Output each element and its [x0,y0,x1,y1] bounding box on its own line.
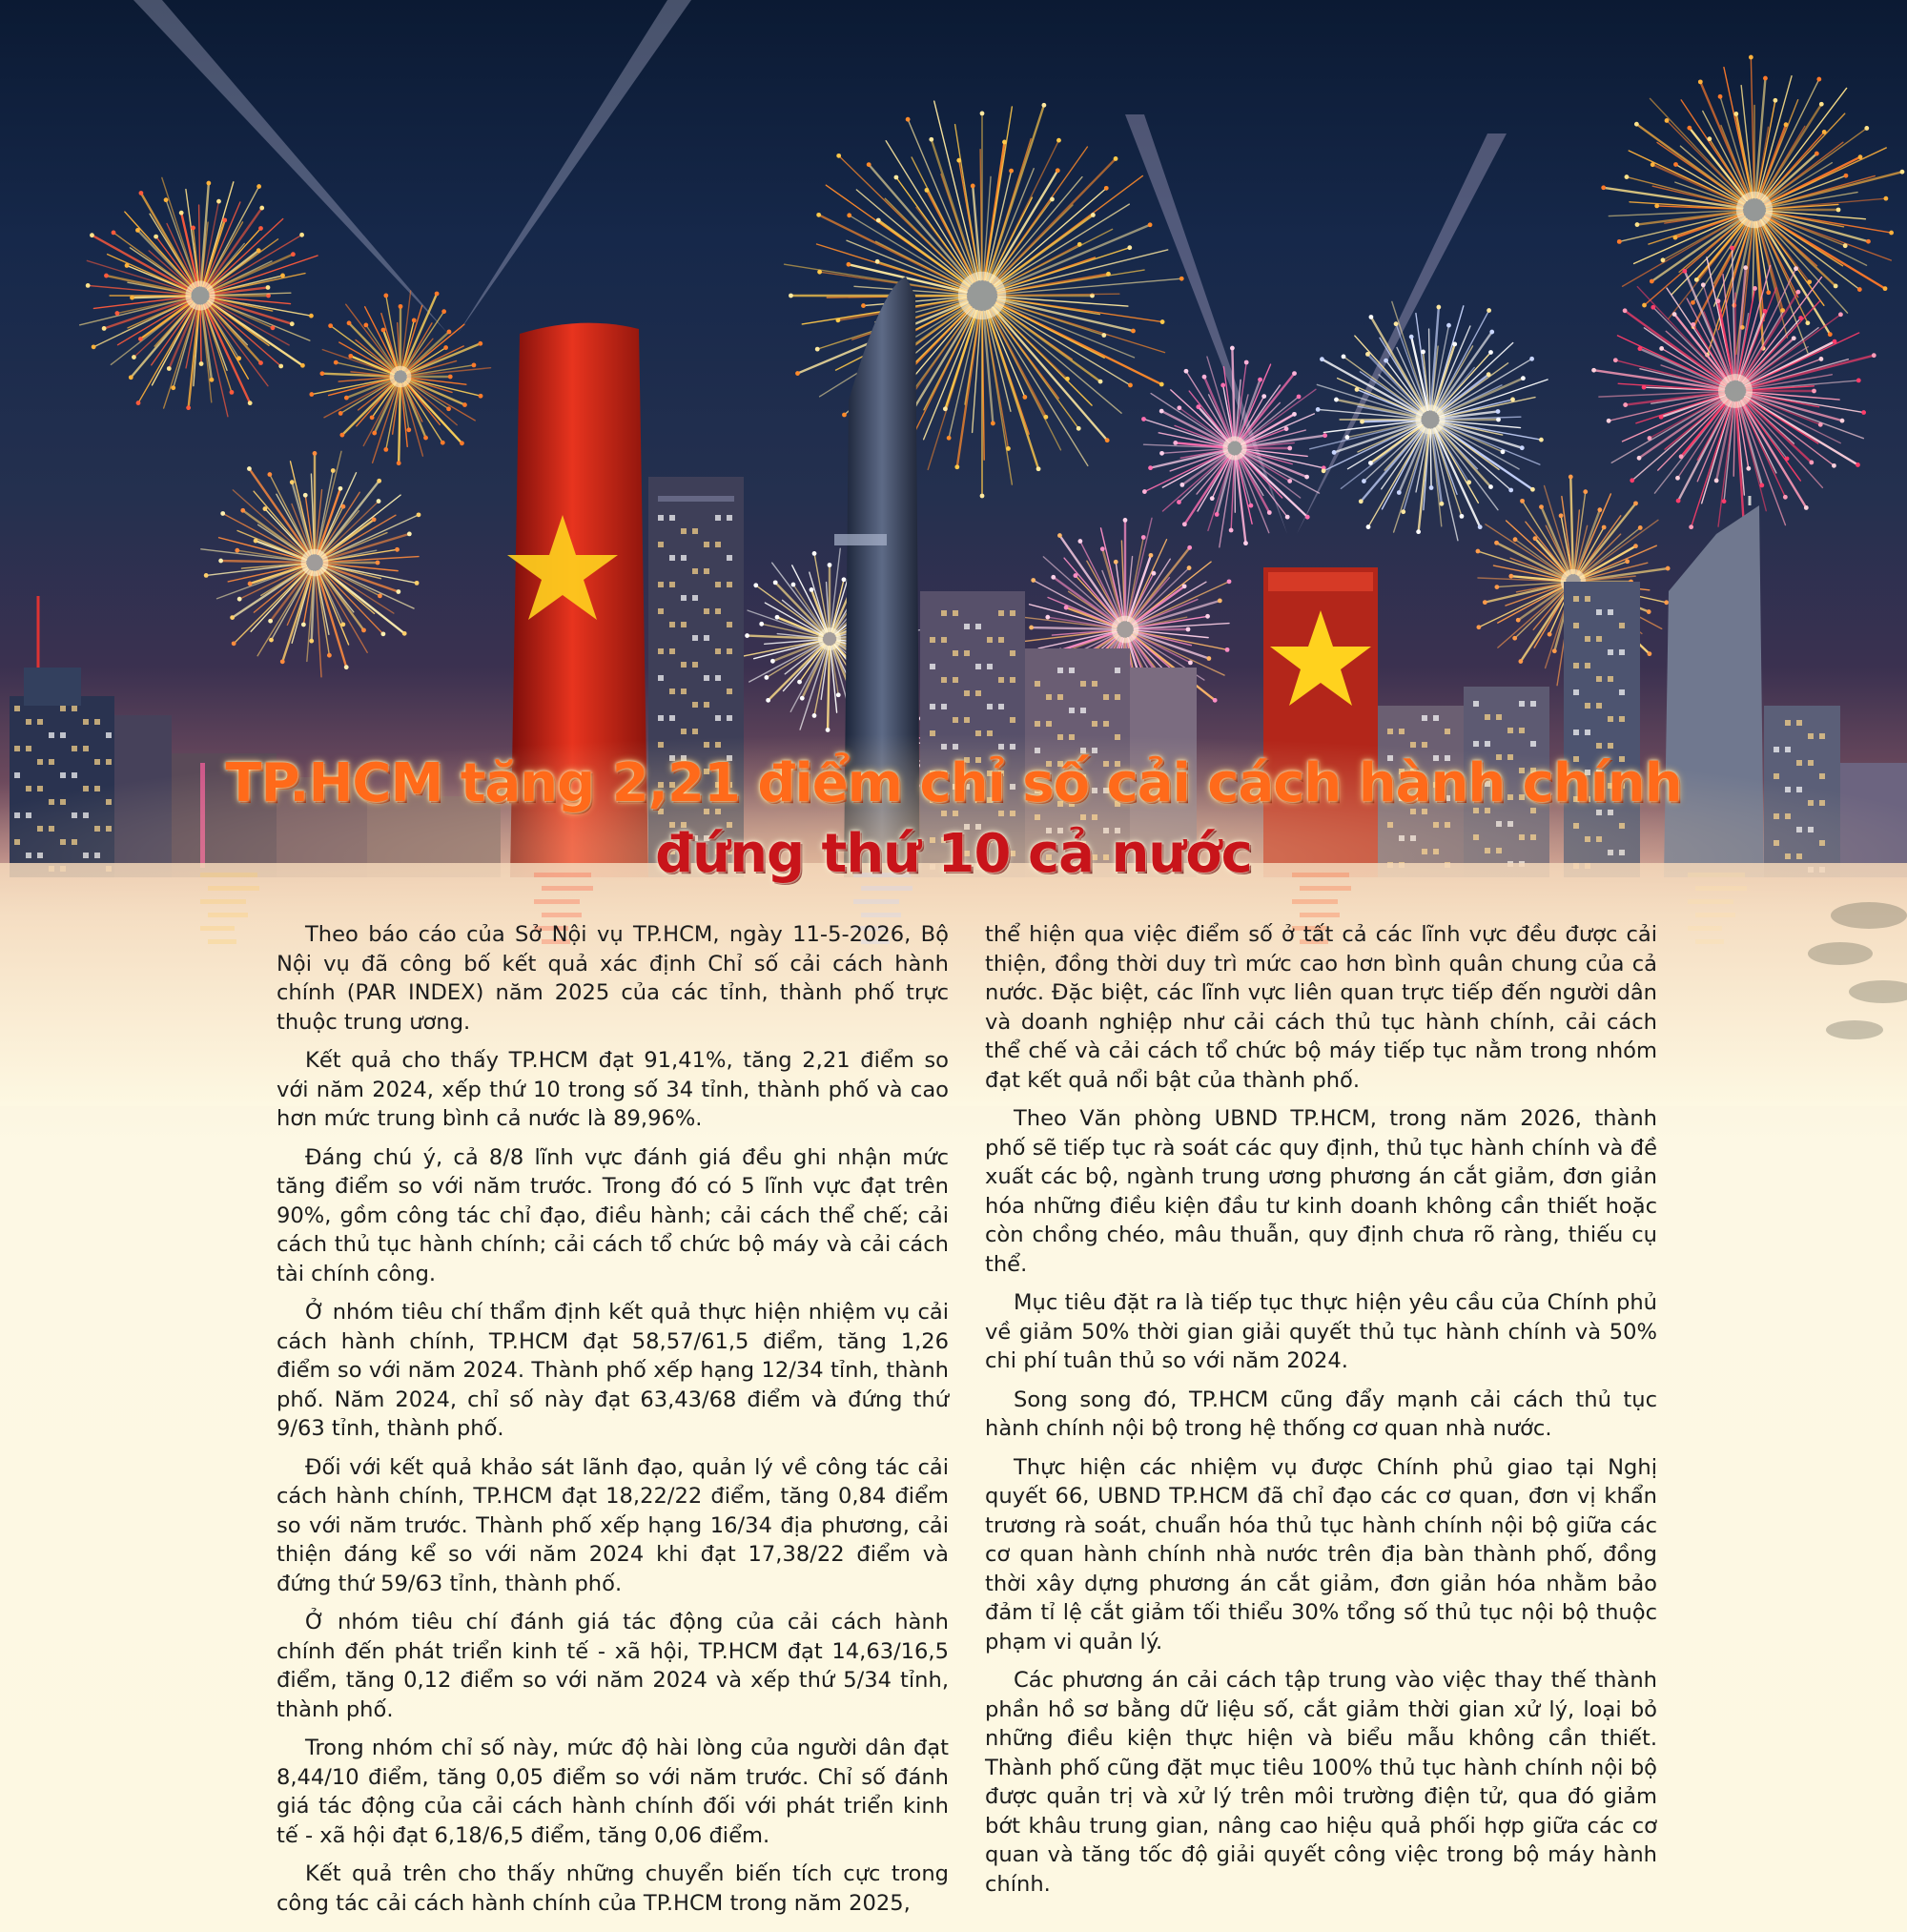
paragraph: Kết quả trên cho thấy những chuyển biến tích cực trong công tác cải cách hành chính của TP.HCM trong năm 2025, [277,1861,949,1916]
paragraph: Các phương án cải cách tập trung vào việc thay thế thành phần hồ sơ bằng dữ liệu số, cắt giảm thời gian xử lý, loại bỏ những điều kiện thực hiện và biểu mẫu không cần thiết. Thành phố cũng đặt mục tiêu 100% thủ tục hành chính nội bộ được quản trị và xử lý trên môi trường điện tử, qua đó giảm bớt khâu trung gian, nâng cao hiệu quả phối hợp giữa các cơ quan và tăng tốc độ giải quyết công việc trong bộ máy hành chính. [985,1668,1657,1897]
paragraph: Song song đó, TP.HCM cũng đẩy mạnh cải cách thủ tục hành chính nội bộ trong hệ thống cơ quan nhà nước. [985,1387,1657,1441]
paragraph: Đáng chú ý, cả 8/8 lĩnh vực đánh giá đều ghi nhận mức tăng điểm so với năm trước. Trong đó có 5 lĩnh vực đạt trên 90%, gồm công tác chỉ đạo, điều hành; cải cách thể chế; cải cách thủ tục hành chính; cải cách tổ chức bộ máy và cải cách tài chính công. [277,1144,949,1286]
paragraph: Trong nhóm chỉ số này, mức độ hài lòng của người dân đạt 8,44/10 điểm, tăng 0,05 điểm so với năm trước. Chỉ số đánh giá tác động của cải cách hành chính đối với phát triển kinh tế - xã hội đạt 6,18/6,5 điểm, tăng 0,06 điểm. [277,1736,949,1848]
paragraph: Theo Văn phòng UBND TP.HCM, trong năm 2026, thành phố sẽ tiếp tục rà soát các quy định, thủ tục hành chính và đề xuất các bộ, ngành trung ương phương án cắt giảm, đơn giản hóa những điều kiện đầu tư kinh doanh không cần thiết hoặc còn chồng chéo, mâu thuẫn, quy định chưa rõ ràng, thiếu cụ thể. [985,1106,1657,1277]
article-left-column [277,920,949,1927]
paragraph: Mục tiêu đặt ra là tiếp tục thực hiện yêu cầu của Chính phủ về giảm 50% thời gian giải quyết thủ tục hành chính và 50% chi phí tuân thủ so với năm 2024. [985,1290,1657,1373]
headline-line-2: đứng thứ 10 cả nước [655,823,1252,885]
paragraph: Ở nhóm tiêu chí thẩm định kết quả thực hiện nhiệm vụ cải cách hành chính, TP.HCM đạt 58,57/61,5 điểm, tăng 1,26 điểm so với năm 2024. Thành phố xếp hạng 12/34 tỉnh, thành phố. Năm 2024, chỉ số này đạt 63,43/68 điểm và đứng thứ 9/63 tỉnh, thành phố. [277,1300,949,1441]
firework-icon [201,451,421,677]
firework-icon [309,291,490,465]
paragraph: Theo báo cáo của Sở Nội vụ TP.HCM, ngày 11-5-2026, Bộ Nội vụ đã công bố kết quả xác định Chỉ số cải cách hành chính (PAR INDEX) năm 2025 của các tỉnh, thành phố trực thuộc trung ương. [277,922,949,1035]
headline-line-1: TP.HCM tăng 2,21 điểm chỉ số cải cách hành chính [225,752,1682,814]
firework-icon [1141,346,1327,547]
firework-icon [1601,55,1904,358]
headline [0,749,1907,890]
paragraph: Ở nhóm tiêu chí đánh giá tác động của cải cách hành chính đến phát triển kinh tế - xã hội, TP.HCM đạt 14,63/16,5 điểm, tăng 0,12 điểm so với năm 2024 và xếp thứ 5/34 tỉnh, thành phố. [277,1610,949,1722]
paragraph: thể hiện qua việc điểm số ở tất cả các lĩnh vực đều được cải thiện, đồng thời duy trì mức cao hơn bình quân chung của cả nước. Đặc biệt, các lĩnh vực liên quan trực tiếp đến người dân và doanh nghiệp như cải cách thủ tục hành chính, cải cách thể chế và cải cách tổ chức bộ máy tiếp tục nằm trong nhóm đạt kết quả nổi bật của thành phố. [985,922,1657,1093]
firework-icon [1310,301,1548,540]
paragraph: Thực hiện các nhiệm vụ được Chính phủ giao tại Nghị quyết 66, UBND TP.HCM đã chỉ đạo các cơ quan, đơn vị khẩn trương rà soát, chuẩn hóa thủ tục hành chính nội bộ giữa các cơ quan hành chính nhà nước trên địa bàn thành phố, đồng thời xây dựng phương án cắt giảm, đơn giản hóa nhằm bảo đảm tỉ lệ cắt giảm tối thiểu 30% tổng số thủ tục nội bộ thuộc phạm vi quản lý. [985,1454,1657,1655]
paragraph: Kết quả cho thấy TP.HCM đạt 91,41%, tăng 2,21 điểm so với năm 2024, xếp thứ 10 trong số 34 tỉnh, thành phố và cao hơn mức trung bình cả nước là 89,96%. [277,1048,949,1131]
paragraph: Đối với kết quả khảo sát lãnh đạo, quản lý về công tác cải cách hành chính, TP.HCM đạt 18,22/22 điểm, tăng 0,84 điểm so với năm trước. Thành phố xếp hạng 16/34 địa phương, cải thiện đáng kể so với năm 2024 khi đạt 17,38/22 điểm và đứng thứ 59/63 tỉnh, thành phố. [277,1454,949,1596]
firework-icon [80,177,318,416]
firework-icon [785,101,1184,498]
searchlight-beams [133,0,1507,534]
article-right-column [985,920,1657,1908]
firework-icon [1591,246,1876,529]
